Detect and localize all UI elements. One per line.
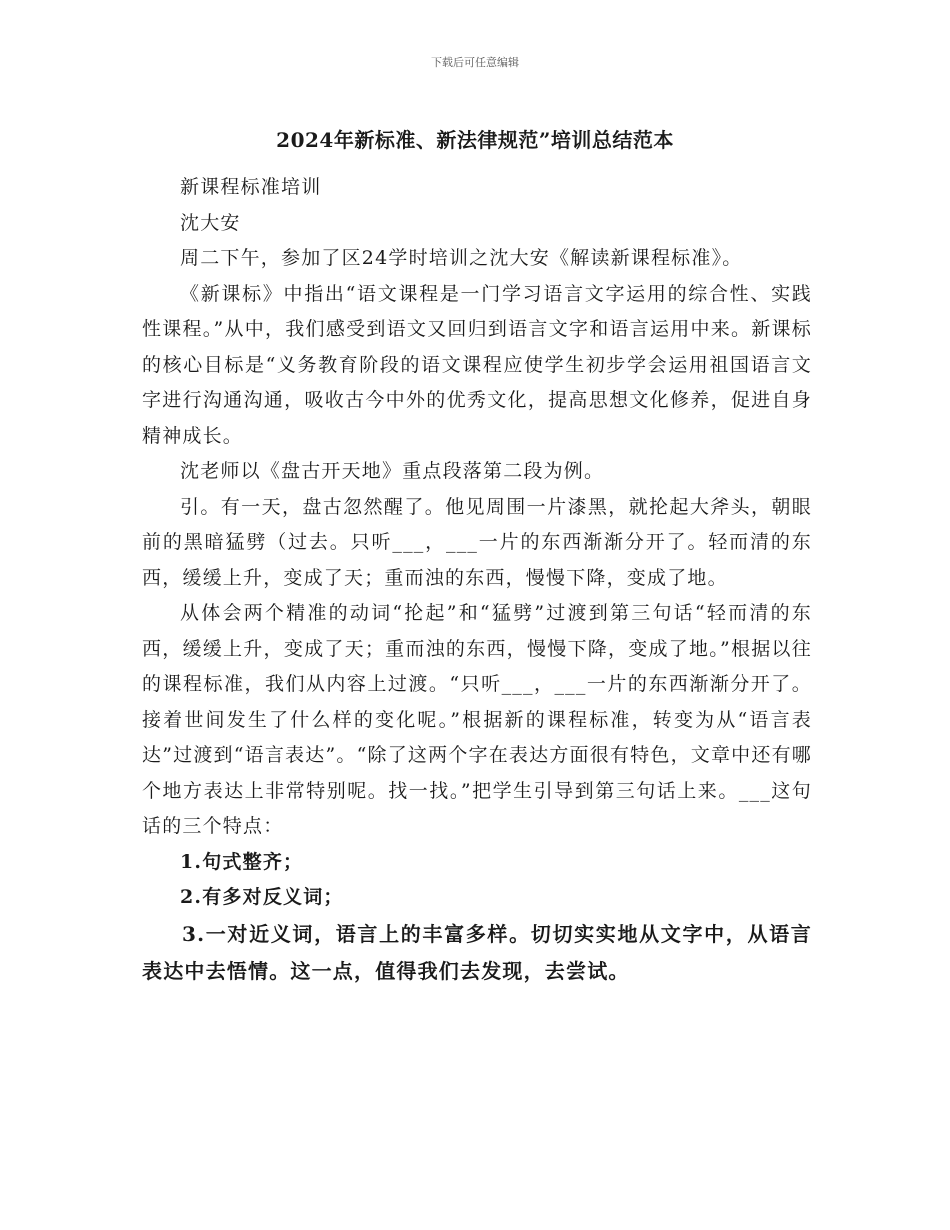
list-item: 1.句式整齐； (180, 850, 304, 873)
paragraph: 《新课标》中指出“语文课程是一门学习语言文字运用的综合性、实践性课程。”从中，我们感受到语文又回归到语言文字和语言运用中来。新课标的核心目标是“义务教育阶段的语文课程应使学生初步学会运用祖国语言文字进行沟通沟通，吸收古今中外的优秀文化，提高思想文化修养，促进自身精神成长。 (142, 282, 812, 447)
paragraph: 引。有一天，盘古忽然醒了。他见周围一片漆黑，就抡起大斧头，朝眼前的黑暗猛劈（过去。只听___，___一片的东西渐渐分开了。轻而清的东西，缓缓上升，变成了天；重而浊的东西，慢慢下降，变成了地。 (142, 495, 812, 589)
list-item: 2.有多对反义词； (180, 886, 344, 908)
paragraph-subtitle: 新课程标准培训 (180, 176, 322, 198)
document-body (142, 170, 812, 990)
paragraph: 沈老师以《盘古开天地》重点段落第二段为例。 (180, 460, 605, 482)
paragraph: 从体会两个精准的动词“抡起”和“猛劈”过渡到第三句话“轻而清的东西，缓缓上升，变成了天；重而浊的东西，慢慢下降，变成了地。”根据以往的课程标准，我们从内容上过渡。“只听___，___一片的东西渐渐分开了。接着世间发生了什么样的变化呢。”根据新的课程标准，转变为从“语言表达”过渡到“语言表达”。“除了这两个字在表达方面很有特色，文章中还有哪个地方表达上非常特别呢。找一找。”把学生引导到第三句话上来。___这句话的三个特点： (142, 602, 812, 837)
list-item: 3.一对近义词，语言上的丰富多样。切切实实地从文字中，从语言表达中去悟情。这一点，值得我们去发现，去尝试。 (142, 921, 812, 983)
header-note: 下载后可任意编辑 (431, 56, 519, 69)
document-title: 2024年新标准、新法律规范”培训总结范本 (276, 128, 674, 152)
paragraph: 周二下午，参加了区24学时培训之沈大安《解读新课程标准》。 (180, 247, 743, 269)
paragraph-author: 沈大安 (180, 211, 241, 234)
